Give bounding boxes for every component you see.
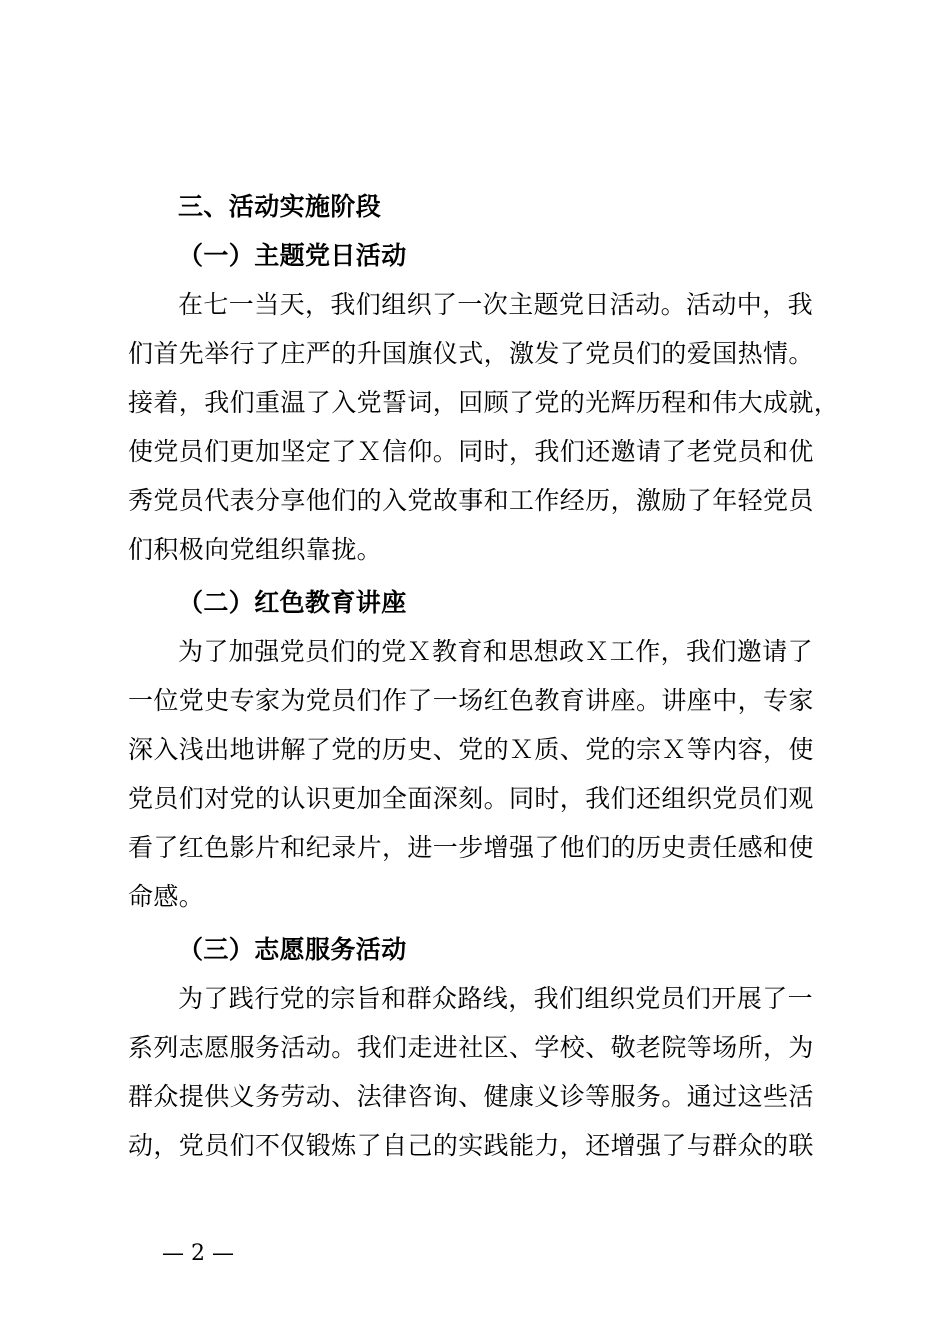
paragraph-line: 一位党史专家为党员们作了一场红色教育讲座。讲座中，专家 bbox=[128, 686, 814, 715]
paragraph-line: 党员们对党的认识更加全面深刻。同时，我们还组织党员们观 bbox=[128, 784, 814, 813]
section-heading: 三、活动实施阶段 bbox=[178, 192, 382, 221]
paragraph-line: 使党员们更加坚定了Ｘ信仰。同时，我们还邀请了老党员和优 bbox=[128, 437, 814, 466]
paragraph-line: 系列志愿服务活动。我们走进社区、学校、敬老院等场所，为 bbox=[128, 1033, 814, 1062]
paragraph-line: 在七一当天，我们组织了一次主题党日活动。活动中，我 bbox=[178, 290, 814, 319]
paragraph-line: 接着，我们重温了入党誓词，回顾了党的光辉历程和伟大成就， bbox=[128, 388, 840, 417]
paragraph-line: 们首先举行了庄严的升国旗仪式，激发了党员们的爱国热情。 bbox=[128, 339, 814, 368]
paragraph-line: 为了践行党的宗旨和群众路线，我们组织党员们开展了一 bbox=[178, 984, 814, 1013]
paragraph-line: 深入浅出地讲解了党的历史、党的Ｘ质、党的宗Ｘ等内容，使 bbox=[128, 735, 814, 764]
paragraph-line: 为了加强党员们的党Ｘ教育和思想政Ｘ工作，我们邀请了 bbox=[178, 637, 814, 666]
subsection-heading-3: （三）志愿服务活动 bbox=[178, 935, 407, 964]
subsection-heading-2: （二）红色教育讲座 bbox=[178, 588, 407, 617]
paragraph-line: 看了红色影片和纪录片，进一步增强了他们的历史责任感和使 bbox=[128, 833, 814, 862]
paragraph-line: 命感。 bbox=[128, 882, 205, 911]
page-number: — 2 — bbox=[162, 1241, 234, 1266]
paragraph-line: 群众提供义务劳动、法律咨询、健康义诊等服务。通过这些活 bbox=[128, 1082, 814, 1111]
paragraph-line: 们积极向党组织靠拢。 bbox=[128, 535, 383, 564]
paragraph-line: 秀党员代表分享他们的入党故事和工作经历，激励了年轻党员 bbox=[128, 486, 814, 515]
paragraph-line: 动，党员们不仅锻炼了自己的实践能力，还增强了与群众的联 bbox=[128, 1131, 814, 1160]
subsection-heading-1: （一）主题党日活动 bbox=[178, 241, 407, 270]
